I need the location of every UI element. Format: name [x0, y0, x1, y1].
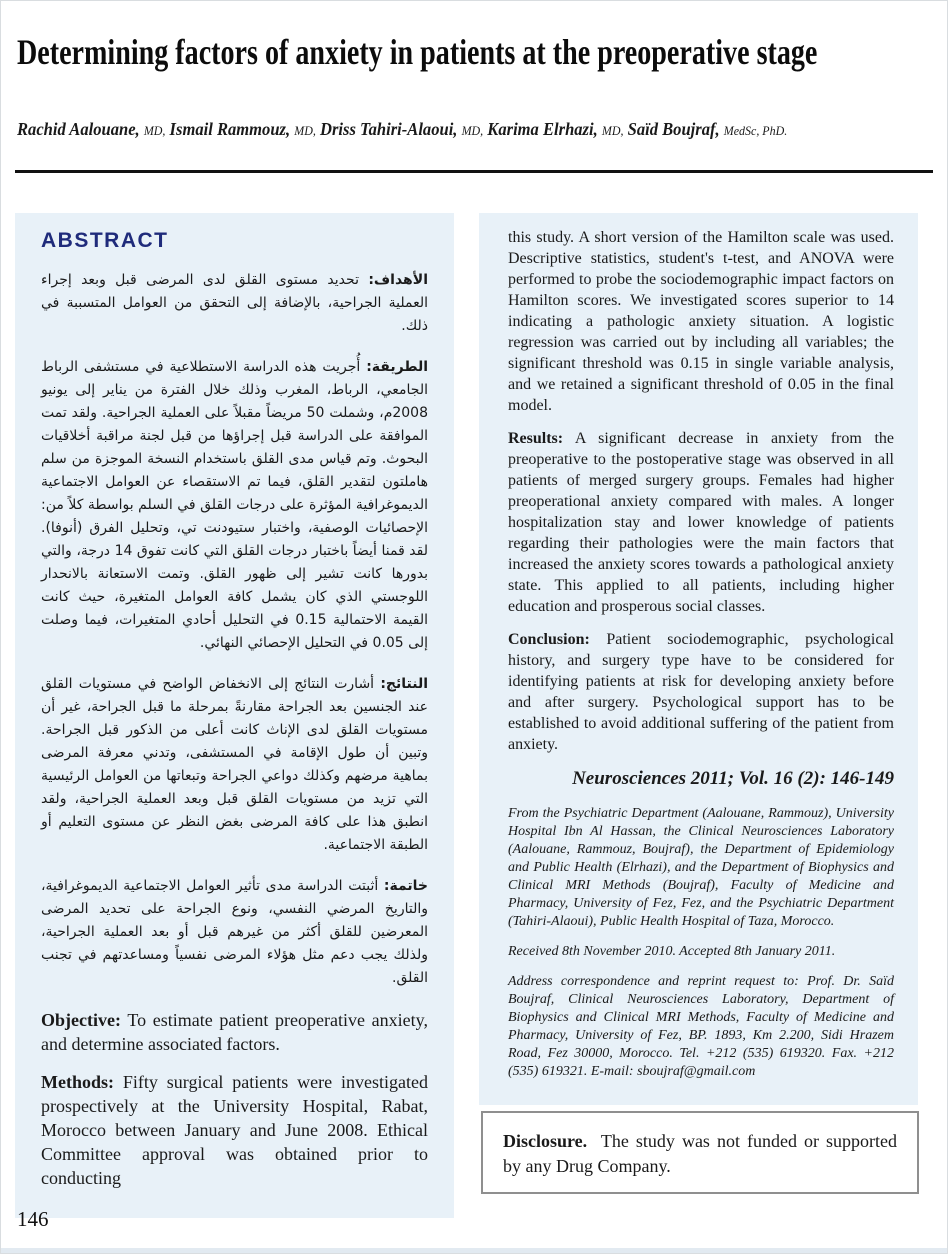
author-name: Karima Elrhazi,: [487, 119, 598, 139]
journal-citation: Neurosciences 2011; Vol. 16 (2): 146-149: [572, 768, 894, 789]
arabic-results-label: النتائج:: [380, 676, 428, 692]
abstract-box: [15, 213, 454, 1218]
disclosure-box: [481, 1111, 919, 1194]
disclosure-label: Disclosure.: [503, 1131, 588, 1151]
author-name: Driss Tahiri-Alaoui,: [319, 119, 458, 139]
methods-text: Fifty surgical patients were investigated prospectively at the University Hospital, Rabat, Morocco between January and June 2008. Ethical Committee approval was obtained prior to conducting: [41, 1072, 428, 1188]
arabic-conclusion-label: خاتمة:: [383, 878, 428, 894]
author-degrees: MD,: [601, 123, 624, 138]
arabic-objectives-label: الأهداف:: [368, 272, 428, 288]
conclusion-text: Patient sociodemographic, psychological history, and surgery type have to be considered for identifying patients at risk for developing anxiety before and after surgery. Psychological support has to be established to avoid additional suffering of the patient from anxiety.: [508, 631, 894, 753]
header-rule: [15, 170, 933, 173]
correspondence-note: Address correspondence and reprint request to: Prof. Dr. Saïd Boujraf, Clinical Neurosciences Laboratory, Department of Biophysics and Clinical MRI Methods, Faculty of Medicine and Pharmacy, University of Fez, BP. 1893, Km 2.200, Sidi Hrazem Road, Fez 30000, Morocco. Tel. +212 (535) 619320. Fax. +212 (535) 619321. E-mail: sboujraf@gmail.com: [508, 974, 894, 1079]
methods-continuation: this study. A short version of the Hamilton scale was used. Descriptive statistics, student's t-test, and ANOVA were performed to probe the sociodemographic impact factors on Hamilton scores. We investigated scores superior to 14 indicating a pathologic anxiety situation. A logistic regression was carried out by including all variables; the significant threshold was 0.15 in single variable analysis, and we retained a significant threshold of 0.05 in the final model.: [508, 229, 894, 414]
author-name: Ismail Rammouz,: [169, 119, 291, 139]
abstract-objective: [41, 1008, 428, 1056]
article-title: Determining factors of anxiety in patients at the preoperative stage: [17, 32, 818, 73]
abstract-arabic-conclusion: [41, 875, 428, 990]
objective-label: Objective:: [41, 1010, 121, 1030]
author-line: [17, 119, 787, 140]
results-paragraph: [508, 428, 894, 617]
affiliation-note: From the Psychiatric Department (Aalouane, Rammouz), University Hospital Ibn Al Hassan, the Clinical Neurosciences Laboratory (Aalouane, Rammouz, Boujraf), the Department of Epidemiology and Public Health (Elrhazi), and the Department of Biophysics and Clinical MRI Methods (Boujraf), Faculty of Medicine and Pharmacy, University of Fez, Fez, and the Psychiatric Department (Tahiri-Alaoui), Public Health Hospital of Taza, Morocco.: [508, 806, 894, 929]
author-degrees: MD,: [461, 123, 484, 138]
arabic-results-text: أشارت النتائج إلى الانخفاض الواضح في مستويات القلق عند الجنسين بعد الجراحة مقارنةً بمرحلة ما قبل الجراحة، غير أن مستويات القلق لدى الإناث كانت أعلى من الذكور قبل الجراحة. وتبين أن طول الإقامة في المستشفى، وتدني معرفة المرضى بماهية مرضهم وكذلك دواعي الجراحة وتبعاتها من العوامل الرئيسية التي تزيد من مستويات القلق قبل وبعد العملية الجراحية، ولقد انطبق هذا على كافة المرضى بغض النظر عن مستوى التعليم أو الطبقة الاجتماعية.: [41, 676, 428, 853]
right-column-box: [479, 213, 918, 1105]
author-name: Saïd Boujraf,: [627, 119, 720, 139]
author-degrees: MedSc, PhD.: [723, 123, 788, 138]
author-degrees: MD,: [294, 123, 316, 138]
arabic-conclusion-text: أثبتت الدراسة مدى تأثير العوامل الاجتماعية الديموغرافية، والتاريخ المرضي النفسي، ونوع الجراحة على تحديد المرضى المعرضين للقلق أكثر من غيرهم قبل أو بعد العملية الجراحية، ولذلك يجب دعم مثل هؤلاء المرضى نفسياً ومساعدتهم في تجنب القلق.: [41, 878, 428, 986]
author-name: Rachid Aalouane,: [17, 119, 140, 139]
objective-text: To estimate patient preoperative anxiety, and determine associated factors.: [41, 1010, 428, 1054]
disclosure-text: The study was not funded or supported by any Drug Company.: [503, 1131, 897, 1176]
results-text: A significant decrease in anxiety from the preoperative to the postoperative stage was observed in all patients of merged surgery groups. Females had higher preoperational anxiety compared with males. A longer hospitalization stay and lower knowledge of patients regarding their pathologies were the main factors that increased the anxiety scores towards a pathological anxiety state. This applied to all patients, including higher education and prosperous social classes.: [508, 430, 894, 615]
disclosure-paragraph: [503, 1129, 897, 1179]
received-accepted-note: Received 8th November 2010. Accepted 8th January 2011.: [508, 944, 836, 959]
methods-label: Methods:: [41, 1072, 114, 1092]
results-label: Results:: [508, 430, 564, 447]
abstract-methods: [41, 1070, 428, 1190]
author-degrees: MD,: [143, 123, 166, 138]
abstract-heading: ABSTRACT: [41, 229, 169, 252]
page-number: 146: [17, 1207, 49, 1231]
abstract-arabic-results: [41, 673, 428, 857]
abstract-arabic-objectives: [41, 269, 428, 338]
conclusion-label: Conclusion:: [508, 631, 590, 648]
arabic-methods-text: أُجريت هذه الدراسة الاستطلاعية في مستشفى الرباط الجامعي، الرباط، المغرب وذلك خلال الفترة من يناير إلى يونيو 2008م، وشملت 50 مريضاً مقبلاً على العملية الجراحية. ولقد تمت الموافقة على الدراسة قبل إجراؤها من قبل لجنة مراقبة أخلاقيات البحوث. وتم قياس مدى القلق باستخدام النسخة الموجزة من سلم هاملتون لتقدير القلق، فيما تم الاستقصاء عن العوامل الاجتماعية الديموغرافية المؤثرة على درجات القلق في السلم بواسطة كلاً من: الإحصائيات الوصفية، واختبار ستيودنت تي، وتحليل الفرق (أنوفا). لقد قمنا أيضاً باختبار درجات القلق التي كانت تفوق 14 درجة، والتي بدورها كانت تشير إلى ظهور القلق. وتمت الاستعانة بالانحدار اللوجستي الذي كان يشمل كافة العوامل المتغيرة، حيث كانت القيمة الاحتمالية 0.15 في التحليل أحادي المتغيرات، فيما وصلت إلى 0.05 في التحليل الإحصائي النهائي.: [41, 359, 429, 651]
abstract-arabic-methods: [41, 356, 428, 655]
arabic-objectives-text: تحديد مستوى القلق لدى المرضى قبل وبعد إجراء العملية الجراحية، بالإضافة إلى التحقق من العوامل المتسببة في ذلك.: [41, 272, 428, 334]
arabic-methods-label: الطريقة:: [366, 359, 429, 375]
page-bottom-edge: [1, 1248, 948, 1254]
conclusion-paragraph: [508, 629, 894, 755]
